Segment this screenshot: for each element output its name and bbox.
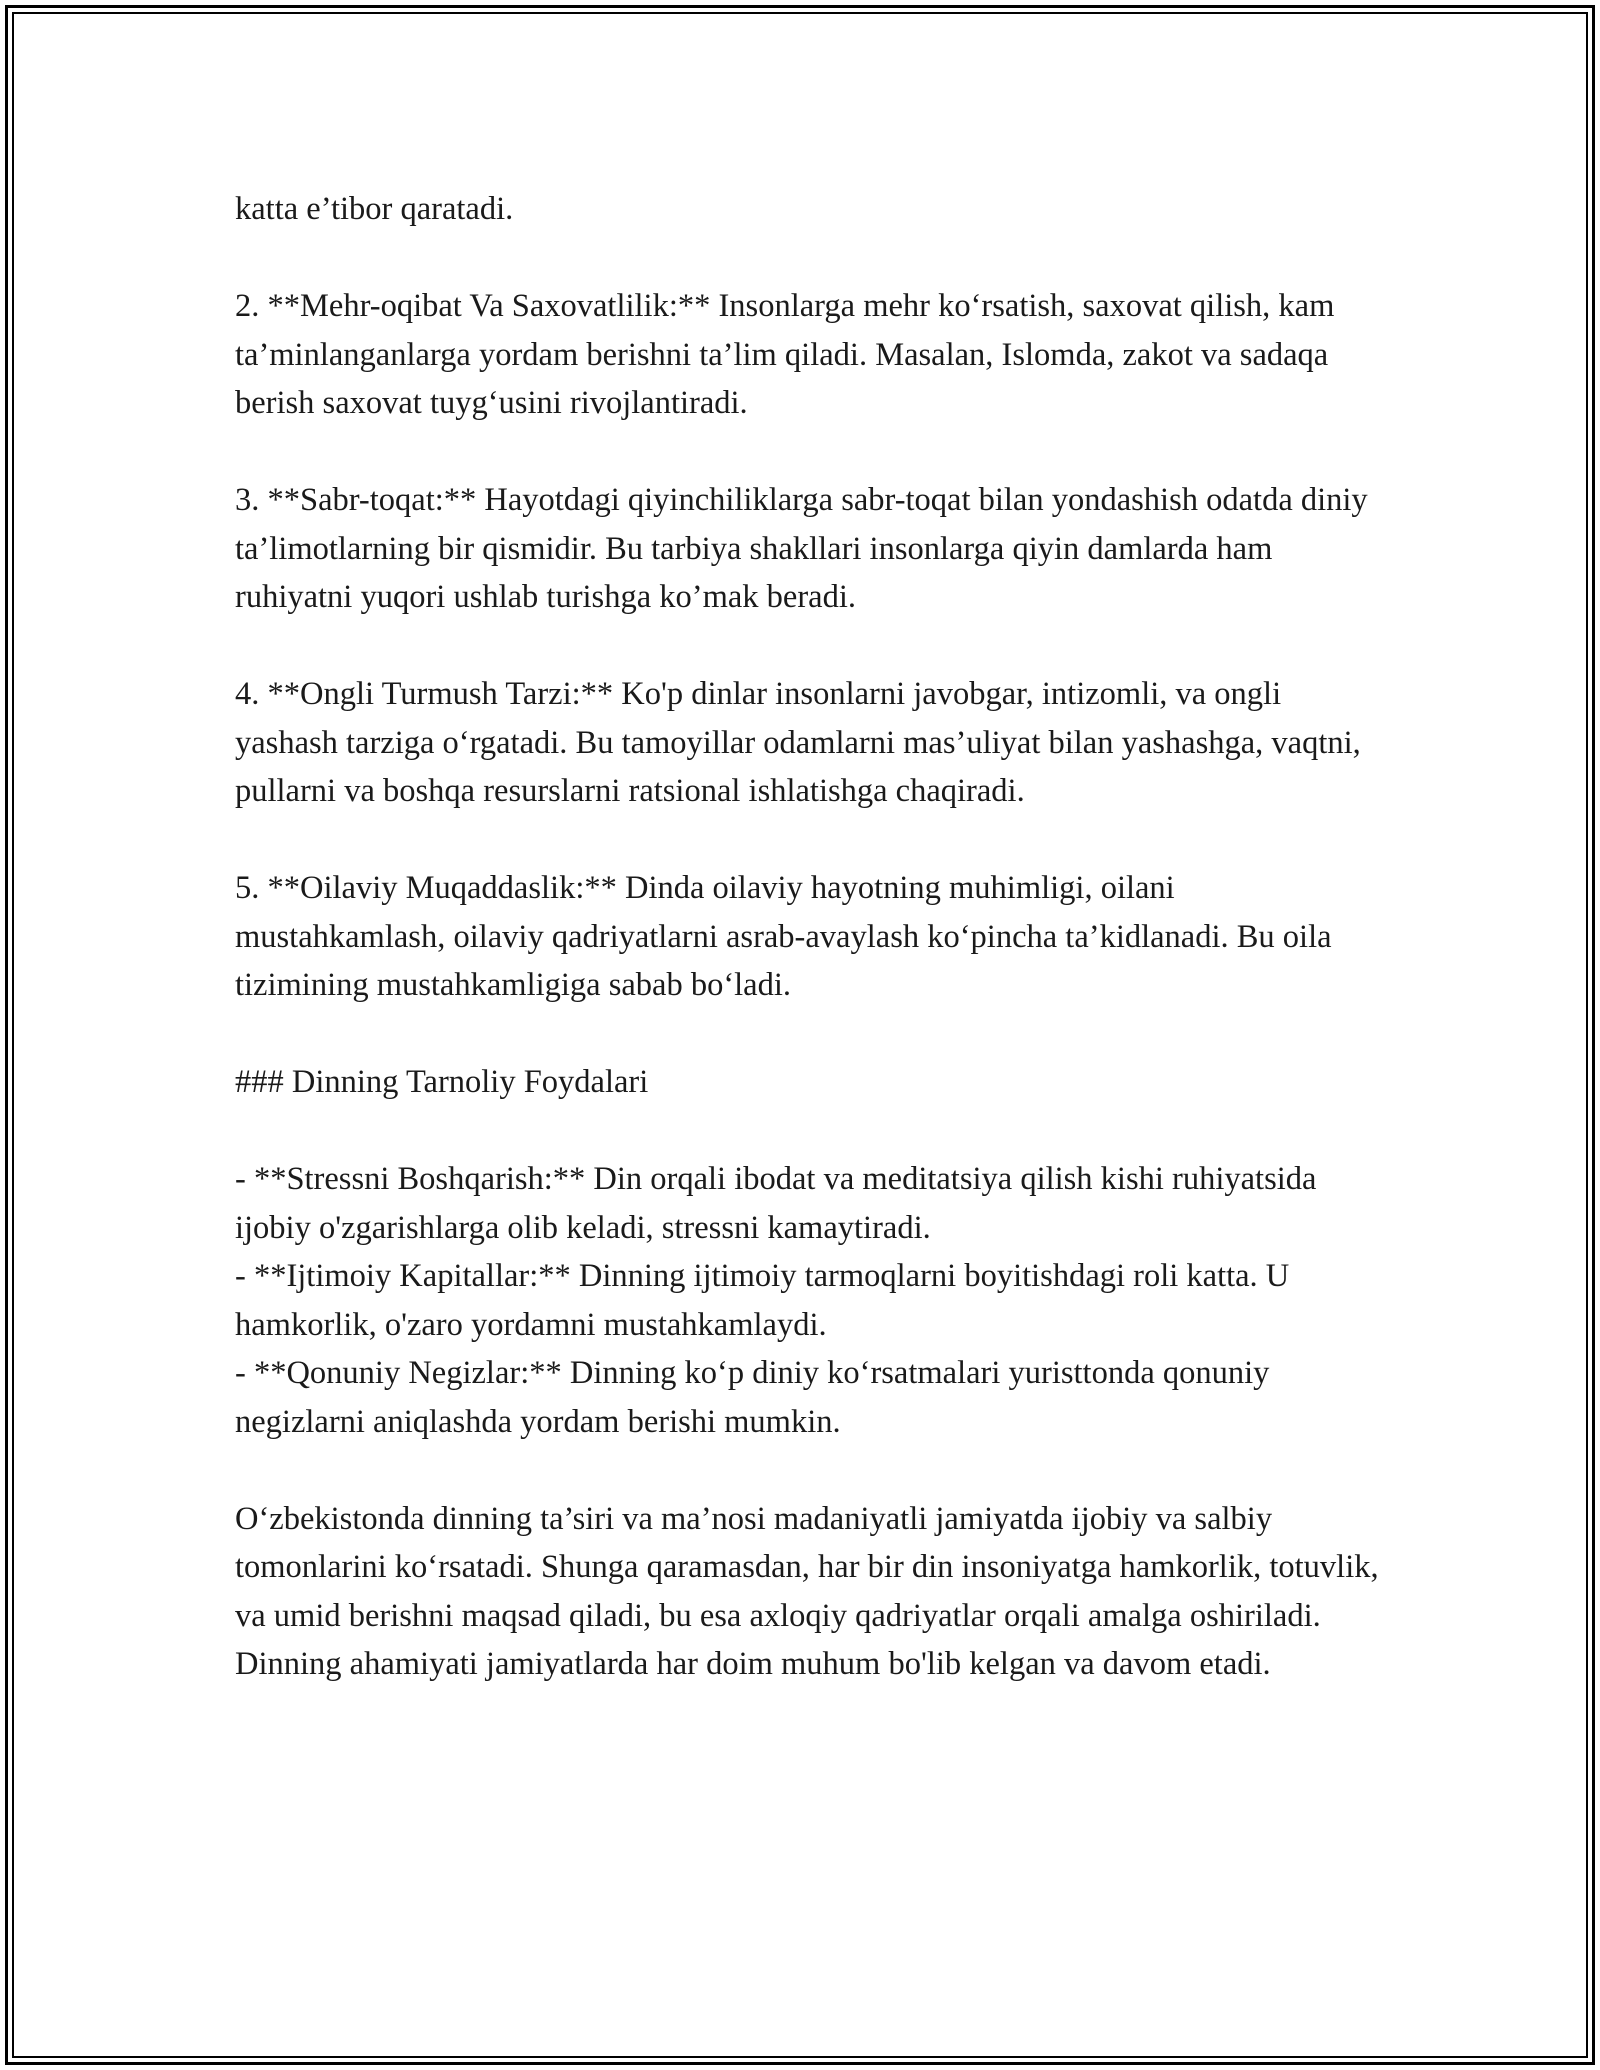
- list-item-sabr-toqat: 3. **Sabr-toqat:** Hayotdagi qiyinchiliklarga sabr-toqat bilan yondashish odatda diniy ta’limotlarning bir qismidir. Bu tarbiya shakllari insonlarga qiyin damlarda ham ruhiyatni yuqori ushlab turishga ko’mak beradi.: [235, 482, 1368, 615]
- bullet-qonuniy-negizlar: - **Qonuniy Negizlar:** Dinning koʻp diniy koʻrsatmalari yuristtonda qonuniy negizlarni aniqlashda yordam berishi mumkin.: [235, 1355, 1270, 1440]
- closing-paragraph: Oʻzbekistonda dinning ta’siri va ma’nosi madaniyatli jamiyatda ijobiy va salbiy tomonlarini koʻrsatadi. Shunga qaramasdan, har bir din insoniyatga hamkorlik, totuvlik, va umid berishni maqsad qiladi, bu esa axloqiy qadriyatlar orqali amalga oshiriladi. Dinning ahamiyati jamiyatlarda har doim muhum bo'lib kelgan va davom etadi.: [235, 1500, 1379, 1682]
- list-item-oilaviy-muqaddaslik: 5. **Oilaviy Muqaddaslik:** Dinda oilaviy hayotning muhimligi, oilani mustahkamlash, oilaviy qadriyatlarni asrab-avaylash koʻpincha ta’kidlanadi. Bu oila tizimining mustahkamligiga sabab boʻladi.: [235, 870, 1332, 1003]
- paragraph-continuation: katta e’tibor qaratadi.: [235, 191, 514, 227]
- bullet-stressni-boshqarish: - **Stressni Boshqarish:** Din orqali ibodat va meditatsiya qilish kishi ruhiyatsida ijobiy o'zgarishlarga olib keladi, stressni kamaytiradi.: [235, 1161, 1317, 1246]
- document-body: [235, 185, 1385, 1737]
- list-item-ongli-turmush: 4. **Ongli Turmush Tarzi:** Ko'p dinlar insonlarni javobgar, intizomli, va ongli yashash tarziga oʻrgatadi. Bu tamoyillar odamlarni mas’uliyat bilan yashashga, vaqtni, pullarni va boshqa resurslarni ratsional ishlatishga chaqiradi.: [235, 676, 1361, 809]
- bullet-ijtimoiy-kapitallar: - **Ijtimoiy Kapitallar:** Dinning ijtimoiy tarmoqlarni boyitishdagi roli katta. U hamkorlik, o'zaro yordamni mustahkamlaydi.: [235, 1258, 1290, 1343]
- list-item-mehr-oqibat: 2. **Mehr-oqibat Va Saxovatlilik:** Insonlarga mehr koʻrsatish, saxovat qilish, kam ta’minlanganlarga yordam berishni ta’lim qiladi. Masalan, Islomda, zakot va sadaqa berish saxovat tuygʻusini rivojlantiradi.: [235, 288, 1335, 421]
- section-heading: ### Dinning Tarnoliy Foydalari: [235, 1064, 649, 1100]
